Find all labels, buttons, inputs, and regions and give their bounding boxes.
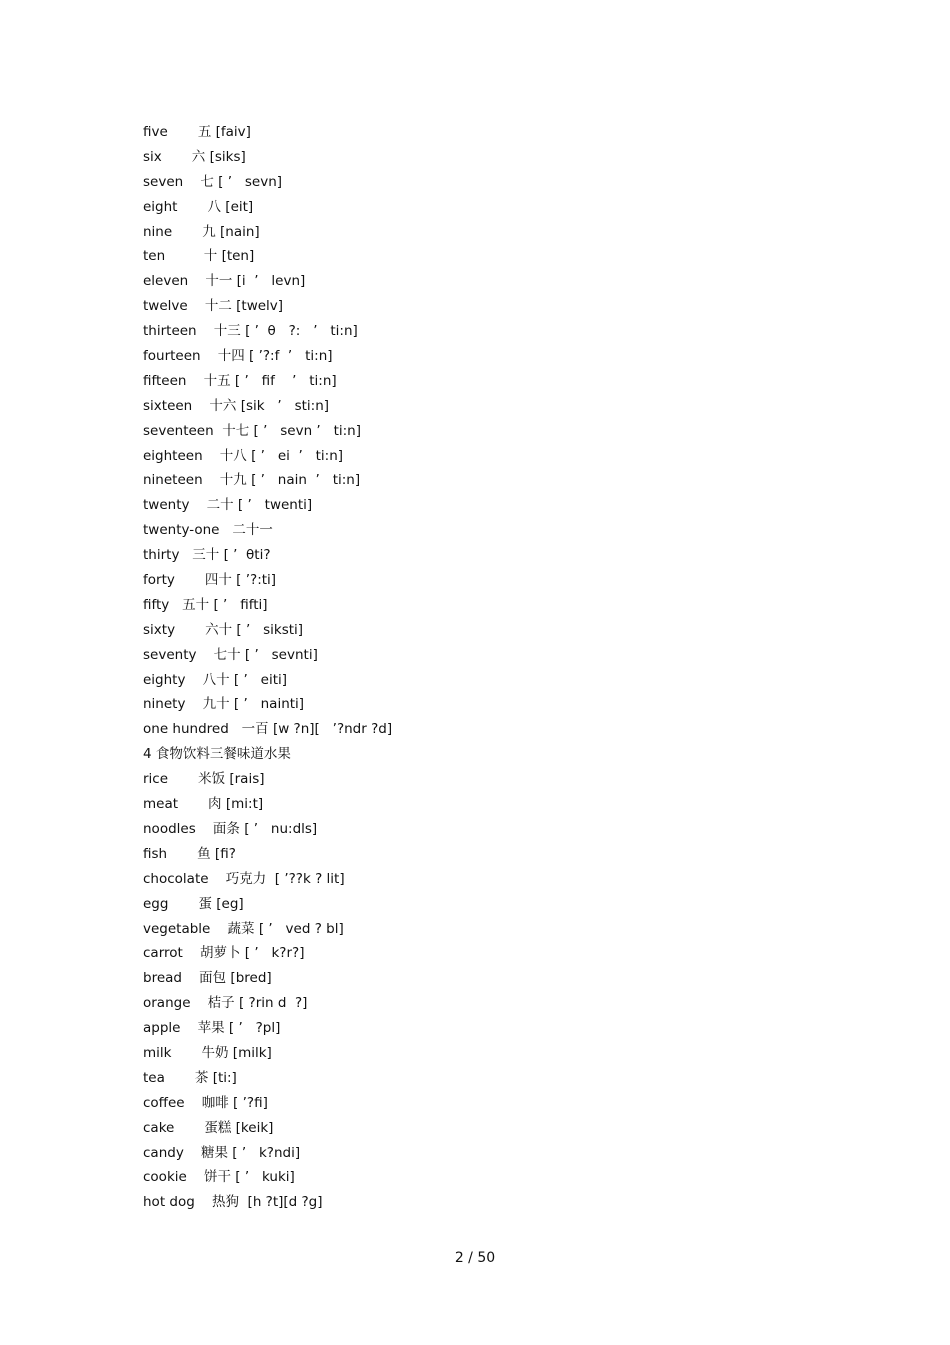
vocab-line: eleven 十一 [i ’ levn] (143, 273, 306, 290)
vocab-line: one hundred 一百 [w ?n][ ’?ndr ?d] (143, 721, 393, 738)
vocab-line: nine 九 [nain] (143, 223, 260, 240)
vocab-line: meat 肉 [mi:t] (143, 796, 264, 813)
vocab-line: fifteen 十五 [ ’ fif ’ ti:n] (143, 372, 337, 389)
vocabulary-list (143, 120, 392, 1215)
vocab-line: forty 四十 [ ’?:ti] (143, 572, 277, 589)
vocab-line: orange 桔子 [ ?rin d ?] (143, 995, 308, 1012)
vocab-line: chocolate 巧克力 [ ’??k ? lit] (143, 870, 345, 887)
vocab-line: fourteen 十四 [ ’?:f ’ ti:n] (143, 348, 333, 365)
vocab-line: vegetable 蔬菜 [ ’ ved ? bl] (143, 920, 344, 937)
vocab-line: fifty 五十 [ ’ fifti] (143, 596, 268, 613)
vocab-line: ninety 九十 [ ’ nainti] (143, 696, 305, 713)
vocab-line: twelve 十二 [twelv] (143, 298, 284, 315)
vocab-line: five 五 [faiv] (143, 124, 251, 140)
vocab-line: bread 面包 [bred] (143, 970, 272, 987)
vocab-line: sixty 六十 [ ’ siksti] (143, 621, 304, 638)
vocab-line: sixteen 十六 [sik ’ sti:n] (143, 397, 330, 414)
vocab-line: hot dog 热狗 [h ?t][d ?g] (143, 1194, 323, 1211)
vocab-line: thirty 三十 [ ’ θti? (143, 547, 271, 564)
vocab-line: nineteen 十九 [ ’ nain ’ ti:n] (143, 472, 361, 489)
vocab-line: twenty-one 二十一 (143, 522, 273, 539)
vocab-line: thirteen 十三 [ ’ θ ?: ’ ti:n] (143, 323, 358, 340)
vocab-line: carrot 胡萝卜 [ ’ k?r?] (143, 945, 305, 962)
vocab-line: noodles 面条 [ ’ nu:dls] (143, 820, 318, 837)
vocab-line: seven 七 [ ’ sevn] (143, 173, 283, 190)
vocab-line: tea 茶 [ti:] (143, 1069, 237, 1086)
vocab-line: egg 蛋 [eg] (143, 895, 244, 912)
vocab-line: rice 米饭 [rais] (143, 771, 265, 788)
vocab-line: eighteen 十八 [ ’ ei ’ ti:n] (143, 447, 344, 464)
vocab-line: eight 八 [eit] (143, 198, 254, 215)
vocab-line: cookie 饼干 [ ’ kuki] (143, 1169, 295, 1186)
vocab-line: candy 糖果 [ ’ k?ndi] (143, 1144, 301, 1161)
vocab-line: apple 苹果 [ ’ ?pl] (143, 1020, 281, 1037)
vocab-line: seventeen 十七 [ ’ sevn ’ ti:n] (143, 422, 362, 439)
vocab-line: cake 蛋糕 [keik] (143, 1119, 274, 1136)
vocab-line: coffee 咖啡 [ ’?fi] (143, 1094, 268, 1111)
vocab-line: six 六 [siks] (143, 148, 246, 165)
vocab-line: fish 鱼 [fi? (143, 845, 236, 862)
vocab-line: milk 牛奶 [milk] (143, 1044, 272, 1061)
page-number: 2 / 50 (454, 1250, 496, 1266)
vocab-line: 4 食物饮料三餐味道水果 (143, 746, 291, 763)
vocab-line: ten 十 [ten] (143, 248, 255, 265)
vocab-line: seventy 七十 [ ’ sevnti] (143, 646, 318, 663)
vocab-line: eighty 八十 [ ’ eiti] (143, 671, 288, 688)
vocab-line: twenty 二十 [ ’ twenti] (143, 497, 313, 514)
